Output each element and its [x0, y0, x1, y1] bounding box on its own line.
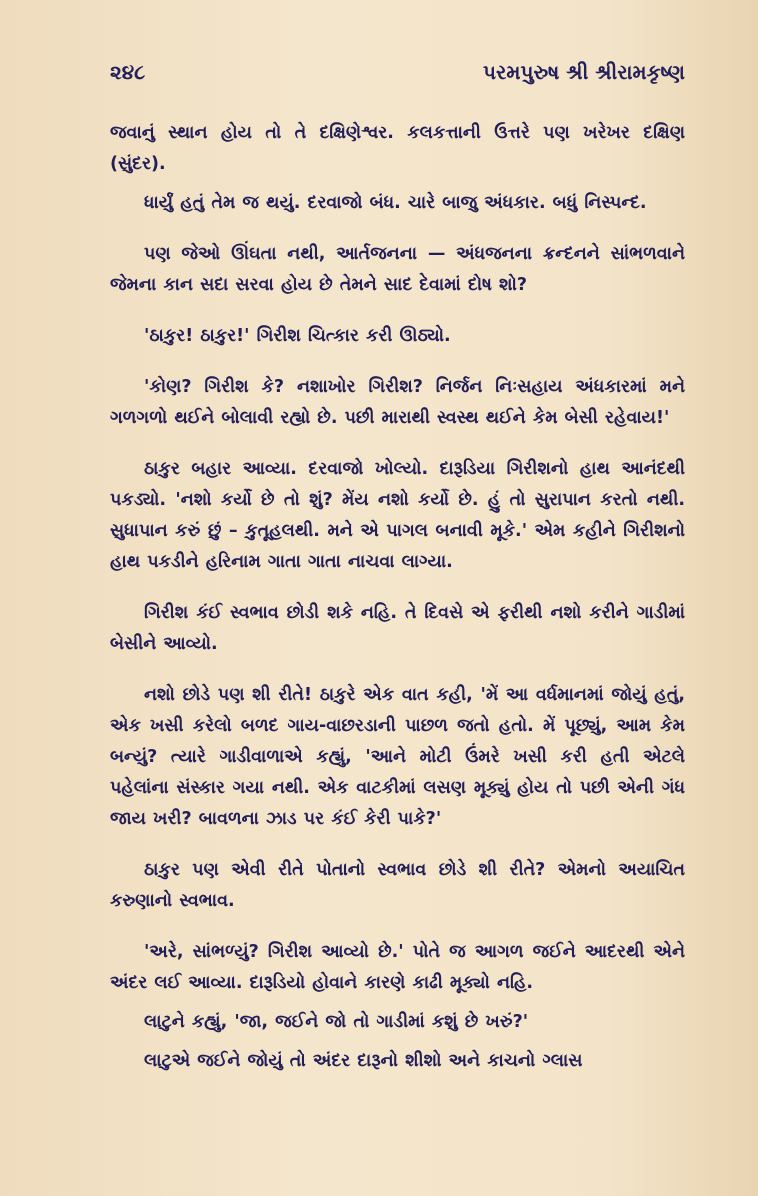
paragraph: લાટુને કહ્યું, 'જા, જઈને જો તો ગાડીમાં કશું છે ખરું?': [144, 1012, 529, 1032]
paragraph: 'ઠાકુર! ઠાકુર!' ગિરીશ ચિત્કાર કરી ઊઠ્યો.: [144, 326, 451, 346]
paragraph: જવાનું સ્થાન હોય તો તે દક્ષિણેશ્વર. કલકત્તાની ઉત્તરે પણ ખરેખર દક્ષિણ (સુંદર).: [110, 123, 685, 174]
page-header: [110, 60, 685, 90]
paragraph: લાટુએ જઈને જોયું તો અંદર દારૂનો શીશો અને કાચનો ગ્લાસ: [144, 1051, 583, 1071]
body-text: [110, 118, 685, 1085]
paragraph: ઠાકુર પણ એવી રીતે પોતાનો સ્વભાવ છોડે શી રીતે? એમનો અયાચિત કરુણાનો સ્વભાવ.: [110, 860, 685, 911]
paragraph: 'કોણ? ગિરીશ કે? નશાખોર ગિરીશ? નિર્જન નિઃસહાય અંધકારમાં મને ગળગળો થઈને બોલાવી રહ્યો છે. પછી મારાથી સ્વસ્થ થઈને કેમ બેસી રહેવાય!': [110, 377, 685, 428]
paragraph: નશો છોડે પણ શી રીતે! ઠાકુરે એક વાત કહી, 'મેં આ વર્ધમાનમાં જોયું હતું, એક ખસી કરેલો બળદ ગાય-વાછરડાની પાછળ જતો હતો. મેં પૂછ્યું, આમ કેમ બન્યું? ત્યારે ગાડીવાળાએ કહ્યું, 'આને મોટી ઉંમરે ખસી કરી હતી એટલે પહેલાંના સંસ્કાર ગયા નથી. એક વાટકીમાં લસણ મૂક્યું હોય તો પછી એની ગંધ જાય ખરી? બાવળના ઝાડ પર કંઈ કેરી પાકે?': [110, 685, 685, 829]
paragraph: ધાર્યું હતું તેમ જ થયું. દરવાજો બંધ. ચારે બાજુ અંધકાર. બધું નિસ્પન્દ.: [144, 193, 647, 213]
paragraph: પણ જેઓ ઊંઘતા નથી, આર્તજનના — અંધજનના ક્રન્દનને સાંભળવાને જેમના કાન સદા સરવા હોય છે તેમને સાદ દેવામાં દોષ શો?: [110, 244, 685, 295]
page-number: ૨૪૮: [110, 60, 146, 84]
paragraph: ગિરીશ કંઈ સ્વભાવ છોડી શકે નહિ. તે દિવસે એ ફરીથી નશો કરીને ગાડીમાં બેસીને આવ્યો.: [110, 603, 685, 654]
paragraph: 'અરે, સાંભળ્યું? ગિરીશ આવ્યો છે.' પોતે જ આગળ જઈને આદરથી એને અંદર લઈ આવ્યા. દારૂડિયો હોવાને કારણે કાઢી મૂક્યો નહિ.: [110, 942, 685, 993]
running-title: પરમપુરુષ શ્રી શ્રીરામકૃષ્ણ: [483, 60, 685, 84]
paragraph: ઠાકુર બહાર આવ્યા. દરવાજો ખોલ્યો. દારૂડિયા ગિરીશનો હાથ આનંદથી પકડ્યો. 'નશો કર્યો છે તો શું? મેંય નશો કર્યો છે. હું તો સુરાપાન કરતો નથી. સુધાપાન કરું છું – કુતૂહલથી. મને એ પાગલ બનાવી મૂકે.' એમ કહીને ગિરીશનો હાથ પકડીને હરિનામ ગાતા ગાતા નાચવા લાગ્યા.: [110, 459, 685, 572]
